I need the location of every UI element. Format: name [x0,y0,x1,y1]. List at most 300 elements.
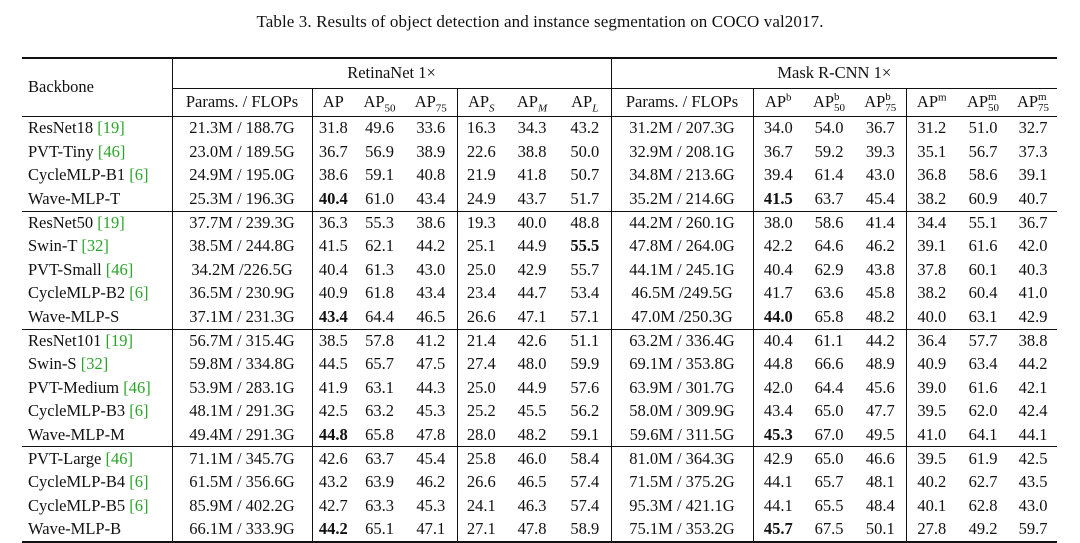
maskrcnn-params-flops: 44.1M / 245.1G [611,258,753,281]
citation-link[interactable]: [6] [129,401,149,421]
retinanet-metric: 24.1 [457,494,505,517]
maskrcnn-metric: 39.1 [906,235,957,258]
retinanet-metric: 44.7 [517,283,547,303]
backbone-name: Wave-MLP-T [28,188,121,208]
retinanet-metric: 65.7 [365,354,394,374]
retinanet-metric: 42.6 [505,329,559,353]
maskrcnn-metric: 60.9 [968,188,998,208]
retinanet-metric: 59.1 [365,165,394,185]
maskrcnn-params-flops: 71.5M / 375.2G [611,471,753,494]
retinanet-metric: 57.4 [570,472,600,492]
retinanet-metric: 63.7 [354,447,405,471]
retinanet-metric: 41.8 [517,165,547,185]
header-aps: $AP_S$ [457,89,505,117]
backbone-cell [22,140,172,163]
table-row [22,211,1057,235]
retinanet-params-flops: 66.1M / 333.9G [172,518,312,542]
backbone-name: Wave-MLP-B [28,519,122,539]
citation-link[interactable]: [46] [105,259,134,279]
backbone-cell [22,494,172,517]
maskrcnn-metric: 45.8 [865,283,895,303]
backbone-name: Wave-MLP-S [28,306,120,326]
maskrcnn-metric: 65.5 [814,495,844,515]
maskrcnn-metric: 60.4 [968,283,998,303]
maskrcnn-metric: 40.9 [906,353,957,376]
retinanet-metric: 27.1 [457,518,505,542]
backbone-name: CycleMLP-B5 [28,495,126,515]
maskrcnn-params-flops: 81.0M / 364.3G [611,447,753,471]
retinanet-metric: 64.4 [365,306,394,326]
maskrcnn-metric: 45.6 [865,377,895,397]
table-row [22,164,1057,187]
retinanet-metric: 25.0 [457,376,505,399]
backbone-cell [22,164,172,187]
retinanet-metric: 56.2 [570,401,600,421]
retinanet-metric: 40.9 [312,282,354,305]
maskrcnn-metric: 62.8 [968,495,998,515]
retinanet-metric: 65.8 [365,424,394,444]
retinanet-metric: 22.6 [457,140,505,163]
maskrcnn-params-flops: 75.1M / 353.2G [611,518,753,542]
table-row [22,400,1057,423]
retinanet-metric: 57.4 [570,495,600,515]
header-params-flops-mask: Params. / FLOPs [611,89,753,117]
retinanet-metric: 44.2 [416,236,446,256]
retinanet-params-flops: 38.5M / 244.8G [172,235,312,258]
citation-link[interactable]: [46] [123,377,151,397]
maskrcnn-metric: 36.7 [753,140,803,163]
retinanet-metric: 43.2 [312,471,354,494]
table-row [22,447,1057,471]
retinanet-metric: 45.5 [517,401,547,421]
retinanet-metric: 43.4 [416,283,446,303]
maskrcnn-metric: 36.4 [906,329,957,353]
retinanet-metric: 44.9 [517,377,547,397]
header-ap75: $AP_{75}$ [405,89,457,117]
table-row [22,187,1057,211]
retinanet-metric: 46.5 [517,472,547,492]
retinanet-metric: 26.6 [457,471,505,494]
retinanet-metric: 27.4 [457,353,505,376]
maskrcnn-metric: 39.5 [906,400,957,423]
maskrcnn-metric: 62.0 [968,401,998,421]
backbone-name: ResNet50 [28,213,94,232]
maskrcnn-metric: 34.4 [906,211,957,235]
retinanet-metric: 21.4 [457,329,505,353]
maskrcnn-metric: 44.8 [753,353,803,376]
backbone-cell [22,471,172,494]
maskrcnn-metric: 54.0 [814,118,844,138]
maskrcnn-metric: 38.2 [906,282,957,305]
retinanet-metric: 26.6 [457,305,505,329]
backbone-name: PVT-Medium [28,377,120,397]
citation-link[interactable]: [19] [97,118,125,138]
maskrcnn-metric: 65.7 [814,472,844,492]
maskrcnn-metric: 41.7 [753,282,803,305]
retinanet-params-flops: 48.1M / 291.3G [172,400,312,423]
maskrcnn-metric: 38.2 [906,187,957,211]
header-apb50: AP b 50 [803,89,855,117]
retinanet-metric: 47.8 [416,424,446,444]
header-retinanet: RetinaNet 1× [172,58,611,89]
retinanet-metric: 63.3 [365,495,394,515]
maskrcnn-params-flops: 59.6M / 311.5G [611,423,753,447]
maskrcnn-metric: 47.7 [865,401,895,421]
maskrcnn-metric: 40.4 [753,329,803,353]
maskrcnn-metric: 48.1 [865,472,895,492]
maskrcnn-metric: 45.3 [753,423,803,447]
citation-link[interactable]: [19] [97,213,125,232]
retinanet-metric: 41.2 [405,329,457,353]
maskrcnn-metric: 40.0 [906,305,957,329]
retinanet-metric: 50.7 [570,165,600,185]
maskrcnn-metric: 40.1 [906,494,957,517]
table-row [22,329,1057,353]
retinanet-params-flops: 71.1M / 345.7G [172,447,312,471]
maskrcnn-metric: 50.1 [855,518,906,542]
backbone-name: ResNet101 [28,330,102,350]
maskrcnn-metric: 48.2 [865,306,895,326]
retinanet-metric: 55.5 [570,236,600,256]
maskrcnn-metric: 35.1 [906,140,957,163]
maskrcnn-metric: 44.0 [753,305,803,329]
retinanet-params-flops: 37.1M / 231.3G [172,305,312,329]
retinanet-params-flops: 61.5M / 356.6G [172,471,312,494]
maskrcnn-metric: 36.7 [865,118,895,138]
maskrcnn-metric: 31.2 [906,117,957,141]
retinanet-metric: 63.1 [365,377,394,397]
maskrcnn-params-flops: 31.2M / 207.3G [611,117,753,141]
citation-link[interactable]: [46] [97,141,126,161]
backbone-cell [22,305,172,329]
backbone-name: CycleMLP-B3 [28,401,126,421]
maskrcnn-metric: 57.7 [957,329,1009,353]
maskrcnn-metric: 43.5 [1018,472,1048,492]
header-apm50: AP m 50 [957,89,1009,117]
retinanet-metric: 61.8 [365,283,394,303]
maskrcnn-metric: 42.5 [1009,447,1057,471]
maskrcnn-metric: 65.0 [803,447,855,471]
backbone-name: ResNet18 [28,118,94,138]
citation-link[interactable]: [6] [129,472,149,492]
maskrcnn-metric: 58.6 [968,165,998,185]
maskrcnn-metric: 45.7 [753,518,803,542]
maskrcnn-metric: 64.4 [814,377,844,397]
header-apm-mask: $AP^m$ [906,89,957,117]
retinanet-metric: 25.1 [457,235,505,258]
maskrcnn-metric: 32.7 [1018,118,1048,138]
retinanet-metric: 25.2 [457,400,505,423]
header-apm75: AP m 75 [1009,89,1057,117]
table-row [22,471,1057,494]
maskrcnn-metric: 40.4 [753,258,803,281]
table-row [22,353,1057,376]
maskrcnn-metric: 56.7 [968,141,998,161]
maskrcnn-params-flops: 34.8M / 213.6G [611,164,753,187]
retinanet-metric: 47.1 [517,306,547,326]
table-row [22,282,1057,305]
retinanet-metric: 46.3 [517,495,547,515]
maskrcnn-metric: 36.7 [1009,211,1057,235]
retinanet-metric: 43.2 [570,118,600,138]
maskrcnn-metric: 41.5 [753,187,803,211]
maskrcnn-metric: 40.2 [906,471,957,494]
maskrcnn-metric: 61.4 [814,165,844,185]
backbone-name: Swin-T [28,236,78,256]
maskrcnn-metric: 65.0 [814,401,844,421]
retinanet-metric: 42.7 [312,494,354,517]
retinanet-metric: 25.0 [457,258,505,281]
maskrcnn-metric: 40.3 [1018,259,1048,279]
maskrcnn-metric: 48.9 [865,354,895,374]
retinanet-metric: 48.2 [517,424,547,444]
maskrcnn-metric: 40.7 [1018,188,1048,208]
table-row [22,258,1057,281]
maskrcnn-metric: 37.8 [906,258,957,281]
maskrcnn-params-flops: 44.2M / 260.1G [611,211,753,235]
maskrcnn-metric: 37.3 [1018,141,1048,161]
maskrcnn-params-flops: 58.0M / 309.9G [611,400,753,423]
maskrcnn-metric: 49.2 [957,518,1009,542]
table-row [22,423,1057,447]
maskrcnn-metric: 44.1 [753,471,803,494]
backbone-name: Wave-MLP-M [28,424,125,444]
backbone-cell [22,400,172,423]
maskrcnn-params-flops: 69.1M / 353.8G [611,353,753,376]
maskrcnn-metric: 27.8 [906,518,957,542]
retinanet-metric: 38.5 [312,329,354,353]
maskrcnn-metric: 46.2 [865,236,895,256]
backbone-cell [22,187,172,211]
retinanet-metric: 43.0 [416,259,446,279]
maskrcnn-metric: 58.6 [803,211,855,235]
maskrcnn-metric: 65.8 [814,306,844,326]
maskrcnn-metric: 42.0 [753,376,803,399]
retinanet-metric: 65.1 [354,518,405,542]
retinanet-metric: 59.1 [570,424,600,444]
maskrcnn-metric: 64.1 [968,424,998,444]
retinanet-params-flops: 24.9M / 195.0G [172,164,312,187]
retinanet-metric: 42.5 [312,400,354,423]
retinanet-metric: 51.1 [559,329,611,353]
backbone-cell [22,353,172,376]
maskrcnn-metric: 61.9 [957,447,1009,471]
citation-link[interactable]: [6] [129,283,149,303]
retinanet-metric: 44.8 [312,423,354,447]
maskrcnn-metric: 63.1 [968,306,998,326]
retinanet-params-flops: 36.5M / 230.9G [172,282,312,305]
citation-link[interactable]: [19] [105,330,133,350]
maskrcnn-metric: 41.0 [1018,283,1048,303]
maskrcnn-metric: 62.7 [968,472,998,492]
maskrcnn-metric: 44.2 [1018,354,1048,374]
retinanet-params-flops: 49.4M / 291.3G [172,423,312,447]
maskrcnn-metric: 34.0 [753,117,803,141]
retinanet-metric: 36.7 [312,140,354,163]
retinanet-params-flops: 21.3M / 188.7G [172,117,312,141]
retinanet-params-flops: 37.7M / 239.3G [172,211,312,235]
retinanet-metric: 49.6 [365,118,394,138]
maskrcnn-metric: 61.6 [968,236,998,256]
retinanet-metric: 25.8 [457,447,505,471]
retinanet-metric: 63.9 [365,472,394,492]
maskrcnn-metric: 67.5 [803,518,855,542]
retinanet-metric: 56.9 [365,141,394,161]
retinanet-metric: 43.7 [517,188,547,208]
retinanet-metric: 16.3 [457,117,505,141]
retinanet-metric: 21.9 [457,164,505,187]
retinanet-metric: 46.5 [416,306,446,326]
retinanet-metric: 51.7 [570,188,600,208]
retinanet-metric: 44.3 [416,377,446,397]
citation-link[interactable]: [6] [129,495,149,515]
maskrcnn-metric: 62.9 [814,259,844,279]
retinanet-metric: 57.8 [354,329,405,353]
backbone-name: CycleMLP-B2 [28,283,126,303]
header-backbone: Backbone [22,58,172,117]
maskrcnn-metric: 44.2 [855,329,906,353]
backbone-cell [22,258,172,281]
header-apb75: AP b 75 [855,89,906,117]
retinanet-metric: 34.3 [517,118,547,138]
maskrcnn-params-flops: 47.0M /250.3G [611,305,753,329]
maskrcnn-metric: 42.0 [1018,236,1048,256]
maskrcnn-metric: 51.0 [968,118,998,138]
retinanet-metric: 41.9 [312,376,354,399]
maskrcnn-metric: 64.6 [814,236,844,256]
retinanet-metric: 47.8 [505,518,559,542]
maskrcnn-metric: 49.5 [865,424,895,444]
retinanet-metric: 40.0 [505,211,559,235]
header-maskrcnn: Mask R-CNN 1× [611,58,1057,89]
backbone-name: PVT-Tiny [28,141,94,161]
citation-link[interactable]: [32] [81,236,109,256]
retinanet-metric: 43.4 [312,305,354,329]
maskrcnn-params-flops: 47.8M / 264.0G [611,235,753,258]
backbone-name: PVT-Small [28,259,102,279]
maskrcnn-metric: 41.0 [906,423,957,447]
maskrcnn-metric: 63.6 [814,283,844,303]
retinanet-metric: 48.0 [517,354,547,374]
backbone-cell [22,376,172,399]
maskrcnn-metric: 39.5 [906,447,957,471]
backbone-cell [22,518,172,542]
maskrcnn-metric: 42.1 [1018,377,1048,397]
maskrcnn-metric: 41.4 [855,211,906,235]
table-body [22,117,1057,543]
retinanet-metric: 57.6 [570,377,600,397]
maskrcnn-metric: 39.4 [753,164,803,187]
maskrcnn-metric: 48.4 [865,495,895,515]
header-apb: $AP^b$ [753,89,803,117]
backbone-name: Swin-S [28,354,77,374]
retinanet-metric: 45.3 [416,495,446,515]
retinanet-metric: 63.2 [365,401,394,421]
retinanet-params-flops: 85.9M / 402.2G [172,494,312,517]
maskrcnn-metric: 42.9 [753,447,803,471]
retinanet-metric: 61.3 [365,259,394,279]
retinanet-metric: 62.1 [365,236,394,256]
retinanet-metric: 38.6 [312,164,354,187]
backbone-cell [22,211,172,235]
backbone-cell [22,329,172,353]
backbone-cell [22,423,172,447]
maskrcnn-metric: 59.2 [814,141,844,161]
maskrcnn-metric: 44.1 [1018,424,1048,444]
backbone-cell [22,447,172,471]
retinanet-metric: 28.0 [457,423,505,447]
retinanet-metric: 59.9 [570,354,600,374]
retinanet-metric: 40.4 [312,258,354,281]
retinanet-metric: 24.9 [457,187,505,211]
maskrcnn-metric: 39.1 [1018,165,1048,185]
retinanet-metric: 46.2 [416,472,446,492]
maskrcnn-metric: 67.0 [814,424,844,444]
header-params-flops: Params. / FLOPs [172,89,312,117]
header-apl: $AP_L$ [559,89,611,117]
retinanet-metric: 57.1 [570,306,600,326]
table-row [22,117,1057,141]
retinanet-metric: 55.7 [570,259,600,279]
retinanet-metric: 23.4 [457,282,505,305]
maskrcnn-params-flops: 63.2M / 336.4G [611,329,753,353]
table-row [22,235,1057,258]
maskrcnn-metric: 45.4 [865,188,895,208]
maskrcnn-metric: 43.8 [865,259,895,279]
retinanet-metric: 48.8 [559,211,611,235]
retinanet-metric: 58.4 [559,447,611,471]
backbone-name: PVT-Large [28,448,102,468]
retinanet-metric: 42.9 [517,259,547,279]
maskrcnn-params-flops: 35.2M / 214.6G [611,187,753,211]
citation-link[interactable]: [46] [105,448,133,468]
retinanet-metric: 38.6 [405,211,457,235]
retinanet-params-flops: 56.7M / 315.4G [172,329,312,353]
retinanet-params-flops: 25.3M / 196.3G [172,187,312,211]
retinanet-metric: 38.9 [416,141,446,161]
retinanet-metric: 47.5 [416,354,446,374]
retinanet-params-flops: 53.9M / 283.1G [172,376,312,399]
results-table [22,57,1057,543]
retinanet-metric: 58.9 [559,518,611,542]
table-caption: Table 3. Results of object detection and instance segmentation on COCO val2017. [256,12,824,31]
maskrcnn-metric: 63.4 [968,354,998,374]
maskrcnn-metric: 39.0 [906,376,957,399]
retinanet-metric: 50.0 [570,141,600,161]
maskrcnn-metric: 43.0 [865,165,895,185]
retinanet-metric: 43.4 [416,188,446,208]
retinanet-metric: 55.3 [354,211,405,235]
citation-link[interactable]: [6] [129,165,149,185]
retinanet-metric: 61.0 [365,188,394,208]
maskrcnn-metric: 46.6 [855,447,906,471]
maskrcnn-metric: 66.6 [814,354,844,374]
maskrcnn-metric: 36.8 [906,164,957,187]
backbone-name: CycleMLP-B4 [28,472,126,492]
maskrcnn-metric: 43.4 [753,400,803,423]
maskrcnn-metric: 61.6 [968,377,998,397]
table-row [22,305,1057,329]
backbone-cell [22,235,172,258]
retinanet-metric: 38.8 [517,141,547,161]
retinanet-params-flops: 34.2M /226.5G [172,258,312,281]
maskrcnn-metric: 63.7 [814,188,844,208]
retinanet-metric: 47.1 [405,518,457,542]
citation-link[interactable]: [32] [80,354,109,374]
table-row [22,376,1057,399]
retinanet-metric: 33.6 [416,118,446,138]
maskrcnn-metric: 61.1 [803,329,855,353]
